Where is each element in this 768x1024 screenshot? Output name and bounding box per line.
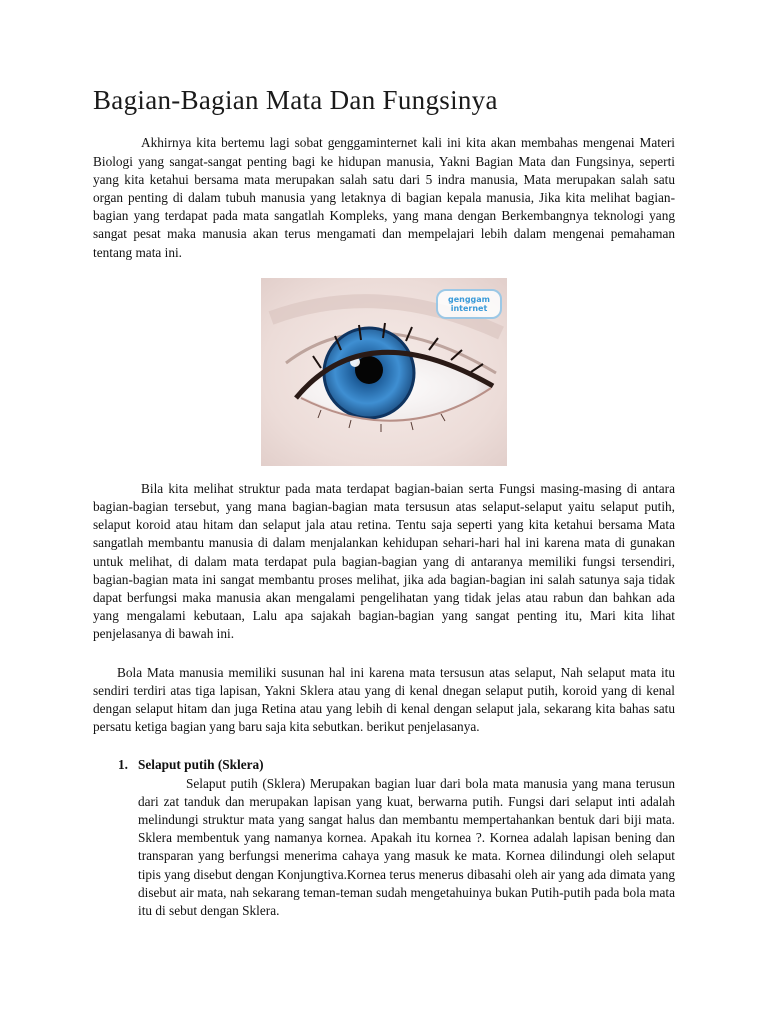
- document-page: [93, 84, 675, 920]
- intro-paragraph: Akhirnya kita bertemu lagi sobat genggaminternet kali ini kita akan membahas mengenai Materi Biologi yang sangat-sangat penting bagi ke hidupan manusia, Yakni Bagian Mata dan Fungsinya, seperti yang kita ketahui bersama mata merupakan salah satu dari 5 indra manusia, Mata merupakan salah satu organ penting di dalam tubuh manusia yang letaknya di bagian kepala manusia, Jika kita melihat bagian-bagian yang terdapat pada mata sangatlah Kompleks, yang mana dengan Berkembangnya teknologi yang sangat pesat maka manusia akan terus mengamati dan mempelajari lebih dalam mengenai pemahaman tentang mata ini.: [93, 135, 675, 260]
- eye-image: [261, 278, 507, 466]
- layers-paragraph: Bola Mata manusia memiliki susunan hal ini karena mata tersusun atas selaput, Nah selaput mata itu sendiri terdiri atas tiga lapisan, Yakni Sklera atau yang di kenal dnegan selaput putih, koroid yang di kenal dengan selaput hitam dan juga Retina atau yang lebih di kenal dengan selaput jala, sekarang kita bahas satu persatu ketiga bagian yang baru saja kita sebutkan. berikut penjelasanya.: [93, 664, 675, 735]
- list-item: [93, 756, 675, 920]
- eye-parts-list: [93, 756, 675, 920]
- list-item-heading: Selaput putih (Sklera): [138, 757, 264, 773]
- watermark-text: genggam internet: [447, 294, 491, 313]
- eye-figure: [93, 278, 675, 466]
- list-item-body: Selaput putih (Sklera) Merupakan bagian luar dari bola mata manusia yang mana terusun dari zat tanduk dan merupakan lapisan yang kuat, berwarna putih. Fungsi dari selaput inti adalah melindungi struktur mata yang sangat halus dan membantu mempertahankan bentuk dari biji mata. Sklera membentuk yang namanya kornea. Apakah itu kornea ?. Kornea adalah lapisan bening dan transparan yang berfungsi menerima cahaya yang masuk ke mata. Kornea dilindungi oleh selaput tipis yang disebut dengan Konjungtiva.Kornea terus menerus dibasahi oleh air yang ada dimata yang disebut air mata, nah sekarang teman-teman sudah mengetahuinya bukan Putih-putih pada bola mata itu di sebut dengan Sklera.: [138, 775, 675, 919]
- page-title: Bagian-Bagian Mata Dan Fungsinya: [93, 85, 498, 115]
- list-item-number: 1.: [118, 757, 128, 773]
- structure-paragraph: Bila kita melihat struktur pada mata terdapat bagian-baian serta Fungsi masing-masing di antara bagian-bagian tersebut, yang mana bagian-bagian mata tersusun atas selaput-selaput yaitu selaput putih, selaput koroid atau hitam dan selaput jala atau retina. Tentu saja seperti yang kita ketahui bersama Mata sangatlah membantu manusia di dalam menjalankan kehidupan sehari-hari hal ini karena mata di gunakan untuk melihat, di dalam mata terdapat pula bagian-bagian yang di antaranya memiliki fungsi tersendiri, bagian-bagian mata ini sangat membantu proses melihat, jika ada bagian-bagian ini salah satunya saja tidak dapat berfungsi maka manusia akan mengalami pengelihatan yang tidak jelas atau rabun dan bahkan ada yang mengalami kebutaan, Lalu apa sajakah bagian-bagian yang sangat penting itu, Mari kita lihat penjelasanya di bawah ini.: [93, 480, 675, 642]
